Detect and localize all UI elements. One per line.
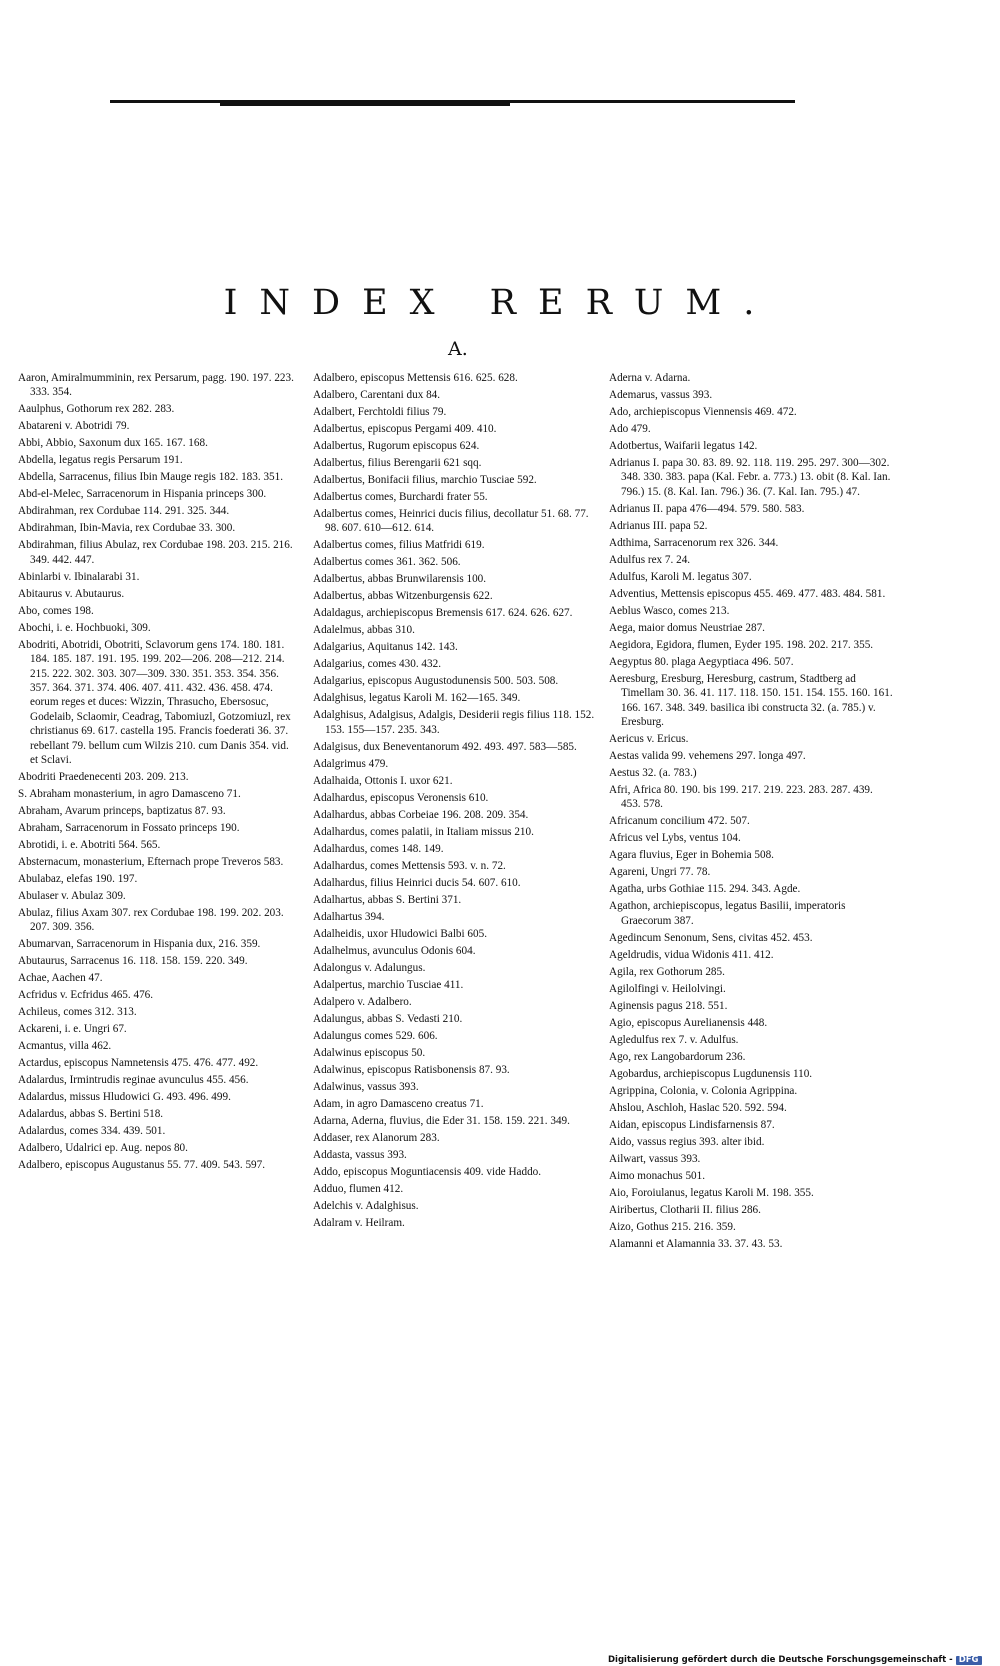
- index-entry: Adalardus, Irmintrudis reginae avunculus 455. 456.: [18, 1074, 249, 1087]
- index-entry: Addasta, vassus 393.: [313, 1148, 407, 1161]
- index-entry: Adalgarius, episcopus Augustodunensis 500. 503. 508.: [313, 675, 559, 688]
- index-entry: Adulfus rex 7. 24.: [609, 553, 691, 566]
- index-entry: Adalhelmus, avunculus Odonis 604.: [313, 944, 476, 957]
- page-title: INDEX RERUM.: [223, 283, 777, 323]
- index-entry: Adalhardus, comes 148. 149.: [313, 842, 444, 855]
- index-entry: Agio, episcopus Aurelianensis 448.: [609, 1016, 768, 1029]
- index-entry: Agara fluvius, Eger in Bohemia 508.: [609, 849, 774, 862]
- index-entry: Aaulphus, Gothorum rex 282. 283.: [18, 403, 175, 416]
- index-entry: Agila, rex Gothorum 285.: [609, 965, 725, 978]
- index-entry: Adalhartus 394.: [313, 910, 385, 923]
- index-entry: Adventius, Mettensis episcopus 455. 469. 477. 483. 484. 581.: [609, 587, 886, 600]
- index-entry: Aestas valida 99. vehemens 297. longa 497.: [609, 750, 806, 763]
- index-entry: Abbi, Abbio, Saxonum dux 165. 167. 168.: [18, 437, 208, 450]
- index-entry: Aio, Foroiulanus, legatus Karoli M. 198. 355.: [609, 1186, 814, 1199]
- index-entry: Adalhaida, Ottonis I. uxor 621.: [313, 774, 453, 787]
- index-entry: Adalbero, Udalrici ep. Aug. nepos 80.: [18, 1142, 188, 1155]
- index-entry: Ackareni, i. e. Ungri 67.: [18, 1023, 127, 1036]
- index-entry: Abrotidi, i. e. Abotriti 564. 565.: [18, 839, 161, 852]
- index-entry: Agilolfingi v. Heilolvingi.: [609, 982, 726, 995]
- index-entry: Adrianus II. papa 476—494. 579. 580. 583.: [609, 502, 805, 515]
- index-entry: Agobardus, archiepiscopus Lugdunensis 110.: [609, 1067, 813, 1080]
- index-column-2: [313, 371, 596, 1233]
- index-entry: Ago, rex Langobardorum 236.: [609, 1050, 746, 1063]
- index-entry: Adalbero, episcopus Augustanus 55. 77. 409. 543. 597.: [18, 1159, 266, 1172]
- index-entry: Abodriti, Abotridi, Obotriti, Sclavorum gens 174. 180. 181. 184. 185. 187. 191. 195. 199. 202—206. 208—212. 214. 215. 222. 302. 303. 307—309. 330. 351. 353. 354. 356. 357. 364. 371. 374. 406. 407. 411. 432. 436. 458. 474. eorum reges et duces: Wizzin, Thrasucho, Ebersosuc, Godelaib, Sclaomir, Ceadrag, Tabomiuzl, Gotzomiuzl, rex christianus 69. 617. castella 195. Francis foederati 36. 37. rebellant 79. bellum cum Wilzis 210. cum Danis 354. vid. et Sclavi.: [18, 638, 291, 767]
- index-entry: Abraham, Avarum princeps, baptizatus 87. 93.: [18, 805, 226, 818]
- index-entry: Abdirahman, filius Abulaz, rex Cordubae 198. 203. 215. 216. 349. 442. 447.: [18, 539, 293, 566]
- index-entry: Ahslou, Aschloh, Haslac 520. 592. 594.: [609, 1101, 787, 1114]
- index-entry: Adalbertus comes, filius Matfridi 619.: [313, 539, 485, 552]
- index-entry: Aginensis pagus 218. 551.: [609, 999, 728, 1012]
- index-entry: Afri, Africa 80. 190. bis 199. 217. 219. 223. 283. 287. 439. 453. 578.: [609, 784, 873, 811]
- index-entry: Adalgarius, Aquitanus 142. 143.: [313, 641, 458, 654]
- index-entry: Agatha, urbs Gothiae 115. 294. 343. Agde.: [609, 883, 801, 896]
- index-entry: Adalgarius, comes 430. 432.: [313, 658, 442, 671]
- index-entry: Adalbertus, Rugorum episcopus 624.: [313, 440, 480, 452]
- index-entry: Adalhardus, abbas Corbeiae 196. 208. 209. 354.: [313, 808, 529, 821]
- index-entry: Abraham, Sarracenorum in Fossato princeps 190.: [18, 822, 240, 835]
- index-entry: Abulaz, filius Axam 307. rex Cordubae 198. 199. 202. 203. 207. 309. 356.: [18, 907, 284, 934]
- index-entry: Achae, Aachen 47.: [18, 972, 103, 985]
- index-column-1: [18, 371, 299, 1175]
- index-entry: Adaldagus, archiepiscopus Bremensis 617. 624. 626. 627.: [313, 607, 573, 620]
- index-entry: Adalpertus, marchio Tusciae 411.: [313, 978, 464, 991]
- index-entry: Abdella, Sarracenus, filius Ibin Mauge regis 182. 183. 351.: [18, 471, 284, 484]
- footer-text: Digitalisierung gefördert durch die Deutsche Forschungsgemeinschaft -: [608, 1655, 953, 1665]
- index-entry: Ailwart, vassus 393.: [609, 1152, 701, 1165]
- index-entry: Agedincum Senonum, Sens, civitas 452. 453.: [609, 931, 813, 944]
- index-entry: Absternacum, monasterium, Efternach prope Treveros 583.: [18, 856, 284, 869]
- index-entry: Adalbertus, episcopus Pergami 409. 410.: [313, 423, 497, 435]
- index-entry: Adalram v. Heilram.: [313, 1216, 405, 1229]
- index-entry: Adulfus, Karoli M. legatus 307.: [609, 570, 752, 583]
- index-entry: Adotbertus, Waifarii legatus 142.: [609, 440, 758, 452]
- index-entry: Adalongus v. Adalungus.: [313, 961, 426, 974]
- index-entry: Adalwinus episcopus 50.: [313, 1046, 426, 1059]
- index-entry: Aericus v. Ericus.: [609, 733, 689, 746]
- footer-credit: [608, 1656, 982, 1665]
- index-entry: Adalpero v. Adalbero.: [313, 995, 412, 1008]
- index-entry: Adalhartus, abbas S. Bertini 371.: [313, 893, 462, 906]
- index-entry: Abdella, legatus regis Persarum 191.: [18, 454, 183, 467]
- index-entry: Adalbertus, abbas Witzenburgensis 622.: [313, 590, 493, 603]
- index-entry: Adalgisus, dux Beneventanorum 492. 493. 497. 583—585.: [313, 740, 577, 753]
- index-entry: Adalhardus, comes Mettensis 593. v. n. 72.: [313, 859, 506, 872]
- index-entry: Adalardus, abbas S. Bertini 518.: [18, 1108, 164, 1121]
- index-entry: Adalbertus comes, Heinrici ducis filius, decollatur 51. 68. 77. 98. 607. 610—612. 614.: [313, 508, 589, 535]
- index-entry: Adalbert, Ferchtoldi filius 79.: [313, 406, 447, 418]
- index-entry: Adalbertus comes, Burchardi frater 55.: [313, 491, 488, 503]
- index-entry: Adalbertus comes 361. 362. 506.: [313, 556, 461, 569]
- index-entry: Aegidora, Egidora, flumen, Eyder 195. 198. 202. 217. 355.: [609, 638, 874, 651]
- index-entry: Achileus, comes 312. 313.: [18, 1006, 137, 1019]
- header-rule: [110, 100, 795, 103]
- index-entry: Acmantus, villa 462.: [18, 1040, 112, 1053]
- index-entry: Aega, maior domus Neustriae 287.: [609, 621, 765, 634]
- index-entry: Alamanni et Alamannia 33. 37. 43. 53.: [609, 1237, 783, 1250]
- index-entry: Adalungus, abbas S. Vedasti 210.: [313, 1012, 463, 1025]
- index-entry: Adalgrimus 479.: [313, 757, 389, 770]
- index-entry: Addaser, rex Alanorum 283.: [313, 1131, 440, 1144]
- index-entry: Abdirahman, rex Cordubae 114. 291. 325. 344.: [18, 505, 230, 518]
- index-entry: Adalhardus, filius Heinrici ducis 54. 607. 610.: [313, 876, 521, 889]
- index-entry: Adalardus, missus Hludowici G. 493. 496. 499.: [18, 1091, 231, 1104]
- index-entry: Adalbero, Carentani dux 84.: [313, 389, 441, 401]
- index-entry: Aidan, episcopus Lindisfarnensis 87.: [609, 1118, 775, 1131]
- index-entry: Airibertus, Clotharii II. filius 286.: [609, 1203, 761, 1216]
- index-entry: Actardus, episcopus Namnetensis 475. 476. 477. 492.: [18, 1057, 259, 1070]
- index-entry: Addo, episcopus Moguntiacensis 409. vide Haddo.: [313, 1165, 542, 1178]
- index-entry: Adalheidis, uxor Hludowici Balbi 605.: [313, 927, 488, 940]
- index-entry: Abodriti Praedenecenti 203. 209. 213.: [18, 771, 189, 784]
- index-entry: Adalghisus, Adalgisus, Adalgis, Desiderii regis filius 118. 152. 153. 155—157. 235. 343.: [313, 709, 595, 736]
- index-entry: Adalhardus, comes palatii, in Italiam missus 210.: [313, 825, 534, 838]
- index-entry: Abulabaz, elefas 190. 197.: [18, 873, 138, 886]
- index-entry: Aimo monachus 501.: [609, 1169, 706, 1182]
- index-entry: Aderna v. Adarna.: [609, 372, 691, 384]
- index-entry: Adalhardus, episcopus Veronensis 610.: [313, 791, 489, 804]
- index-entry: Ado, archiepiscopus Viennensis 469. 472.: [609, 406, 797, 418]
- index-entry: Abitaurus v. Abutaurus.: [18, 587, 125, 600]
- index-entry: S. Abraham monasterium, in agro Damasceno 71.: [18, 788, 241, 801]
- index-entry: Aeresburg, Eresburg, Heresburg, castrum, Stadtberg ad Timellam 30. 36. 41. 117. 118. 150. 151. 154. 155. 160. 161. 166. 167. 348. 349. basilica ibi constructa 32. (a. 785.) v. Eresburg.: [609, 672, 893, 729]
- index-column-3: [609, 371, 894, 1254]
- index-entry: Agledulfus rex 7. v. Adulfus.: [609, 1033, 739, 1046]
- index-entry: Abinlarbi v. Ibinalarabi 31.: [18, 570, 140, 583]
- index-entry: Africanum concilium 472. 507.: [609, 815, 750, 828]
- index-entry: Adalbertus, Bonifacii filius, marchio Tusciae 592.: [313, 474, 537, 486]
- index-entry: Ageldrudis, vidua Widonis 411. 412.: [609, 948, 774, 961]
- index-entry: Agareni, Ungri 77. 78.: [609, 866, 711, 879]
- index-entry: Ado 479.: [609, 423, 651, 435]
- index-entry: Abd-el-Melec, Sarracenorum in Hispania princeps 300.: [18, 488, 267, 501]
- index-entry: Aizo, Gothus 215. 216. 359.: [609, 1220, 736, 1233]
- index-entry: Adelchis v. Adalghisus.: [313, 1199, 419, 1212]
- index-entry: Abulaser v. Abulaz 309.: [18, 890, 126, 903]
- index-entry: Africus vel Lybs, ventus 104.: [609, 832, 741, 845]
- index-entry: Ademarus, vassus 393.: [609, 389, 713, 401]
- index-entry: Abutaurus, Sarracenus 16. 118. 158. 159. 220. 349.: [18, 955, 248, 968]
- index-entry: Adam, in agro Damasceno creatus 71.: [313, 1097, 484, 1110]
- index-entry: Adalungus comes 529. 606.: [313, 1029, 438, 1042]
- index-entry: Abatareni v. Abotridi 79.: [18, 420, 130, 433]
- index-entry: Abo, comes 198.: [18, 604, 94, 617]
- index-entry: Abochi, i. e. Hochbuoki, 309.: [18, 621, 151, 634]
- index-entry: Aaron, Amiralmumminin, rex Persarum, pagg. 190. 197. 223. 333. 354.: [18, 372, 294, 399]
- index-entry: Adduo, flumen 412.: [313, 1182, 404, 1195]
- index-entry: Adrianus I. papa 30. 83. 89. 92. 118. 119. 295. 297. 300—302. 348. 330. 383. papa (Kal. Febr. a. 773.) 13. obit (8. Kal. Ian. 796.) 15. (8. Kal. Ian. 796.) 36. (7. Kal. Ian. 795.) 47.: [609, 457, 891, 498]
- index-entry: Adalghisus, legatus Karoli M. 162—165. 349.: [313, 692, 521, 705]
- index-entry: Adalwinus, vassus 393.: [313, 1080, 419, 1093]
- index-entry: Acfridus v. Ecfridus 465. 476.: [18, 989, 154, 1002]
- index-entry: Agrippina, Colonia, v. Colonia Agrippina.: [609, 1084, 798, 1097]
- index-entry: Aegyptus 80. plaga Aegyptiaca 496. 507.: [609, 655, 794, 668]
- index-entry: Abdirahman, Ibin-Mavia, rex Cordubae 33. 300.: [18, 522, 236, 535]
- index-entry: Adalbertus, abbas Brunwilarensis 100.: [313, 573, 487, 586]
- dfg-logo: DFG: [956, 1656, 982, 1665]
- index-entry: Adalbertus, filius Berengarii 621 sqq.: [313, 457, 482, 469]
- index-entry: Aeblus Wasco, comes 213.: [609, 604, 730, 617]
- index-entry: Aido, vassus regius 393. alter ibid.: [609, 1135, 765, 1148]
- index-entry: Agathon, archiepiscopus, legatus Basilii, imperatoris Graecorum 387.: [609, 900, 846, 927]
- section-letter: A.: [448, 338, 468, 360]
- index-entry: Adalbero, episcopus Mettensis 616. 625. 628.: [313, 372, 518, 384]
- index-entry: Adalwinus, episcopus Ratisbonensis 87. 93.: [313, 1063, 510, 1076]
- index-entry: Adrianus III. papa 52.: [609, 519, 708, 532]
- index-entry: Abumarvan, Sarracenorum in Hispania dux, 216. 359.: [18, 938, 261, 951]
- index-entry: Aestus 32. (a. 783.): [609, 767, 697, 780]
- index-entry: Adalelmus, abbas 310.: [313, 624, 415, 637]
- index-entry: Adthima, Sarracenorum rex 326. 344.: [609, 536, 779, 549]
- index-entry: Adarna, Aderna, fluvius, die Eder 31. 158. 159. 221. 349.: [313, 1114, 570, 1127]
- index-entry: Adalardus, comes 334. 439. 501.: [18, 1125, 166, 1138]
